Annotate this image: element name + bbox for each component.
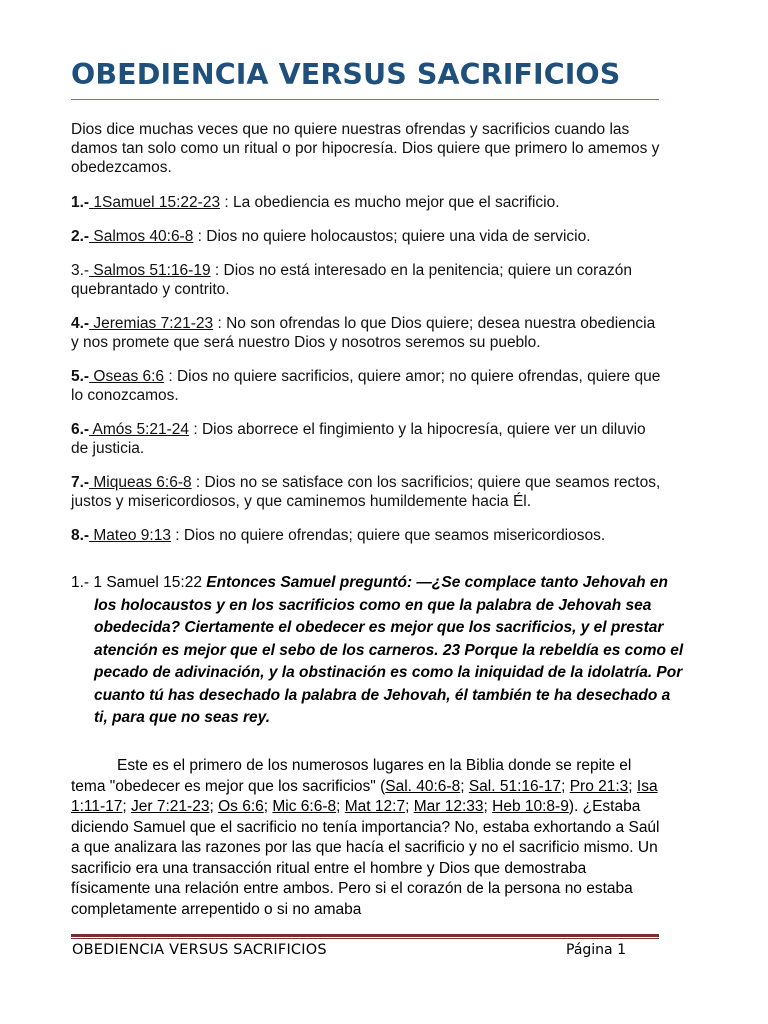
scripture-link[interactable]: Sal. 40:6-8	[385, 777, 461, 795]
list-item-number: 8.-	[71, 527, 90, 544]
list-item-text: No son ofrendas lo que Dios quiere; desea nuestra obediencia y nos promete que será nuestro Dios y nosotros seremos su pueblo.	[71, 315, 656, 351]
list-item	[71, 193, 661, 212]
footer-title: OBEDIENCIA VERSUS SACRIFICIOS	[72, 942, 327, 958]
list-item-number: 2.-	[71, 228, 90, 245]
list-item-text: Dios no quiere ofrendas; quiere que seamos misericordiosos.	[183, 527, 606, 544]
scripture-link[interactable]: Os 6:6	[218, 798, 264, 815]
scripture-link[interactable]: Mar 12:33	[413, 798, 484, 815]
separator: :	[164, 368, 177, 385]
list-item-text: Dios aborrece el fingimiento y la hipocresía, quiere ver un diluvio de justicia.	[71, 421, 646, 457]
list-item	[71, 526, 661, 545]
verse-reference: 1.- 1 Samuel 15:22	[71, 574, 207, 591]
separator: :	[191, 474, 205, 491]
list-item	[71, 261, 661, 299]
list-item	[71, 227, 661, 246]
list-item-text: Dios no quiere holocaustos; quiere una vida de servicio.	[206, 228, 591, 245]
list-item-number: 3.-	[71, 262, 90, 279]
list-item	[71, 367, 661, 405]
list-item-number: 4.-	[71, 315, 90, 332]
scripture-link[interactable]: Amós 5:21-24	[89, 421, 190, 438]
list-item-number: 1.-	[71, 194, 90, 211]
list-item	[71, 314, 661, 352]
list-item-text: Dios no se satisface con los sacrificios; quiere que seamos rectos, justos y misericordiosos, y que caminemos humildemente hacia Él.	[71, 474, 661, 510]
separator: :	[193, 228, 207, 245]
reference-list	[71, 193, 661, 560]
scripture-link[interactable]: Sal. 51:16-17	[468, 777, 562, 795]
list-item-number: 5.-	[71, 368, 90, 385]
separator: :	[189, 421, 202, 438]
page-title: OBEDIENCIA VERSUS SACRIFICIOS	[71, 58, 621, 91]
footer-divider	[71, 934, 659, 937]
separator: :	[210, 262, 224, 279]
list-item-text: Dios no está interesado en la penitencia; quiere un corazón quebrantado y contrito.	[71, 262, 632, 298]
list-item	[71, 473, 661, 511]
separator: :	[220, 194, 233, 211]
verse-quote	[71, 572, 684, 730]
list-item-number: 7.-	[71, 474, 90, 491]
list-item-number: 6.-	[71, 421, 90, 438]
scripture-link[interactable]: Mateo 9:13	[89, 527, 171, 544]
scripture-link[interactable]: 1Samuel 15:22-23	[89, 194, 221, 211]
title-divider	[71, 99, 659, 100]
intro-paragraph: Dios dice muchas veces que no quiere nuestras ofrendas y sacrificios cuando las damos tan solo como un ritual o por hipocresía. Dios quiere que primero lo amemos y obedezcamos.	[71, 121, 660, 176]
commentary-paragraph: Este es el primero de los numerosos lugares en la Biblia donde se repite el tema "obedecer es mejor que los sacrificios" (Sal. 40:6-8; Sal. 51:16-17; Pro 21:3; Isa 1:11-17; Jer 7:21-23; Os 6:6; Mic 6:6-8; Mat 12:7; Mar 12:33; Heb 10:8-9). ¿Estaba diciendo Samuel que el sacrificio no tenía importancia? No, estaba exhortando a Saúl a que analizara las razones por las que hacía el sacrificio y no el sacrificio mismo. Un sacrificio era una transacción ritual entre el hombre y Dios que demostraba físicamente una relación entre ambos. Pero si el corazón de la persona no estaba completamente arrepentido o si no amaba	[71, 757, 660, 918]
verse-text: Entonces Samuel preguntó: —¿Se complace tanto Jehovah en los holocaustos y en los sacrificios como en que la palabra de Jehovah sea obedecida? Ciertamente el obedecer es mejor que los sacrificios, y el prestar atención es mejor que el sebo de los carneros. 23 Porque la rebeldía es como el pecado de adivinación, y la obstinación es como la iniquidad de la idolatría. Por cuanto tú has desechado la palabra de Jehovah, él también te ha desechado a ti, para que no seas rey.	[94, 574, 684, 726]
scripture-link[interactable]: Heb 10:8-9	[492, 798, 569, 815]
scripture-link[interactable]: Isa 1:11-17	[71, 777, 658, 815]
page-number: Página 1	[566, 942, 626, 958]
scripture-link[interactable]: Salmos 40:6-8	[89, 228, 194, 245]
commentary-text-start: Este es el primero de los numerosos lugares en la Biblia donde se repite el tema "obedecer es mejor que los sacrificios" (	[71, 757, 632, 795]
list-item	[71, 420, 661, 458]
footer-divider-thin	[71, 938, 659, 939]
scripture-link[interactable]: Jer 7:21-23	[131, 798, 210, 815]
list-item-text: La obediencia es mucho mejor que el sacrificio.	[233, 194, 560, 211]
scripture-link[interactable]: Mat 12:7	[344, 798, 406, 815]
separator: :	[170, 527, 184, 544]
scripture-link[interactable]: Miqueas 6:6-8	[89, 474, 192, 491]
scripture-link[interactable]: Salmos 51:16-19	[89, 262, 211, 279]
list-item-text: Dios no quiere sacrificios, quiere amor; no quiere ofrendas, quiere que lo conozcamos.	[71, 368, 661, 404]
scripture-link[interactable]: Oseas 6:6	[89, 368, 165, 385]
scripture-link[interactable]: Pro 21:3	[569, 777, 629, 795]
scripture-link[interactable]: Jeremias 7:21-23	[89, 315, 214, 332]
commentary-text-end: ). ¿Estaba diciendo Samuel que el sacrificio no tenía importancia? No, estaba exhortando a Saúl a que analizara las razones por las que hacía el sacrificio y no el sacrificio mismo. Un sacrificio era una transacción ritual entre el hombre y Dios que demostraba físicamente una relación entre ambos. Pero si el corazón de la persona no estaba completamente arrepentido o si no amaba	[71, 798, 660, 918]
separator: :	[213, 315, 227, 332]
scripture-link[interactable]: Mic 6:6-8	[272, 798, 337, 815]
